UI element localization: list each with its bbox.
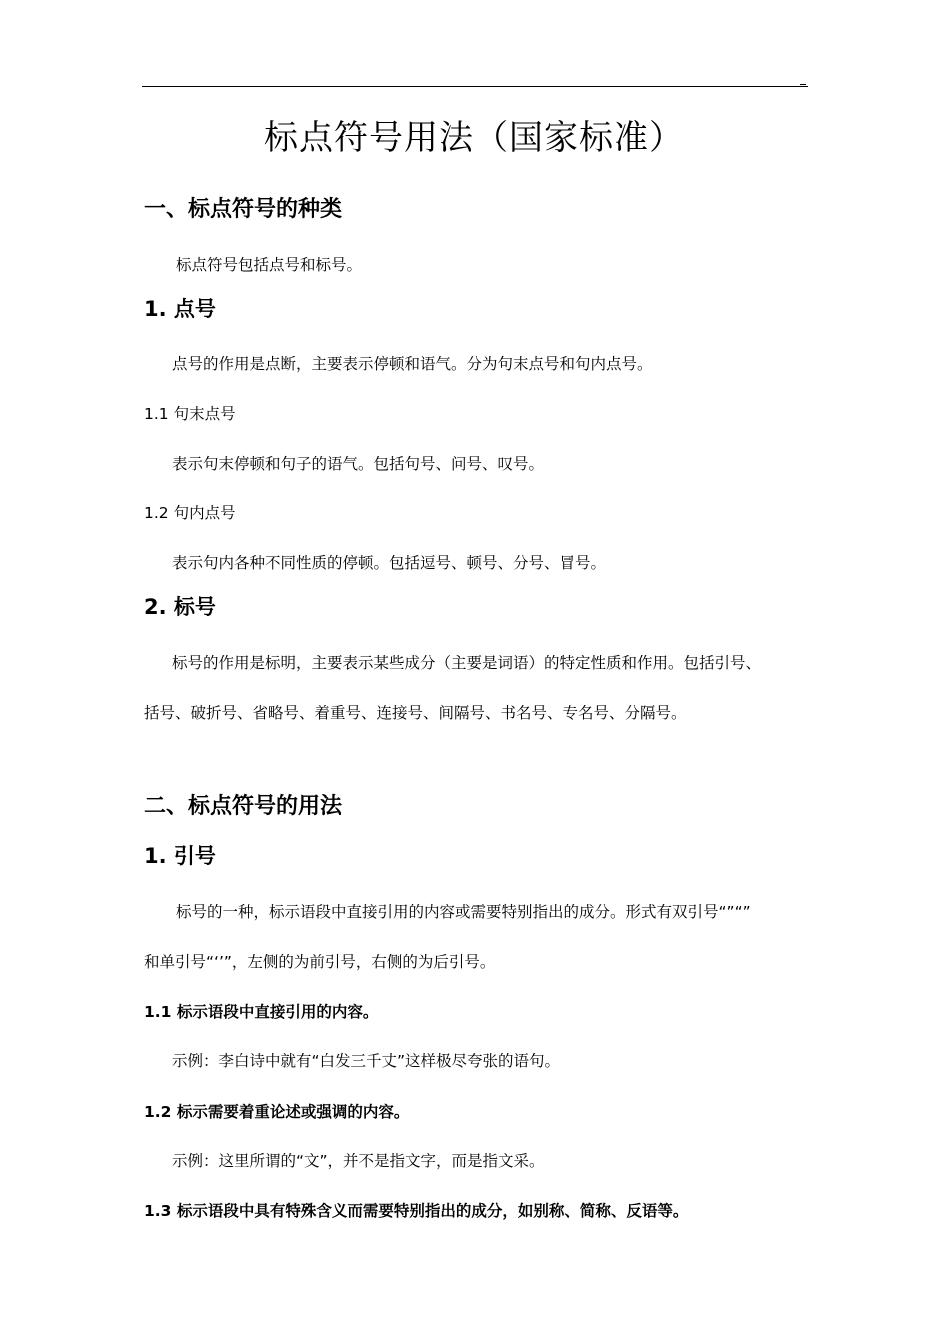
example-text: 示例：李白诗中就有“白发三千丈”这样极尽夸张的语句。 bbox=[172, 1052, 561, 1070]
item-heading: 1.1 标示语段中直接引用的内容。 bbox=[144, 1003, 379, 1021]
header-rule bbox=[142, 86, 808, 87]
section-heading-types: 一、标点符号的种类 bbox=[144, 197, 343, 222]
paragraph-line: 和单引号“‘’”，左侧的为前引号，右侧的为后引号。 bbox=[144, 953, 496, 971]
section-intro: 标点符号包括点号和标号。 bbox=[176, 256, 363, 274]
paragraph: 表示句内各种不同性质的停顿。包括逗号、顿号、分号、冒号。 bbox=[172, 554, 607, 572]
paragraph-line: 标号的作用是标明，主要表示某些成分（主要是词语）的特定性质和作用。包括引号、 bbox=[172, 654, 762, 672]
paragraph: 表示句末停顿和句子的语气。包括句号、问号、叹号。 bbox=[172, 455, 545, 473]
subsection-heading-quotation-marks: 1. 引号 bbox=[144, 844, 216, 868]
example-text: 示例：这里所谓的“文”，并不是指文字，而是指文采。 bbox=[172, 1152, 545, 1170]
subsection-heading-marking-marks: 2. 标号 bbox=[144, 595, 216, 619]
subsection-heading-pause-marks: 1. 点号 bbox=[144, 297, 216, 321]
section-heading-usage: 二、标点符号的用法 bbox=[144, 794, 343, 819]
paragraph-line: 标号的一种，标示语段中直接引用的内容或需要特别指出的成分。形式有双引号“”“” bbox=[176, 903, 751, 921]
item-heading: 1.3 标示语段中具有特殊含义而需要特别指出的成分，如别称、简称、反语等。 bbox=[144, 1202, 689, 1220]
item-heading: 1.1 句末点号 bbox=[144, 405, 236, 423]
item-heading: 1.2 标示需要着重论述或强调的内容。 bbox=[144, 1103, 410, 1121]
item-heading: 1.2 句内点号 bbox=[144, 504, 236, 522]
paragraph: 点号的作用是点断，主要表示停顿和语气。分为句末点号和句内点号。 bbox=[172, 355, 653, 373]
page-title: 标点符号用法（国家标准） bbox=[264, 118, 684, 158]
header-mark bbox=[800, 84, 806, 85]
paragraph-line: 括号、破折号、省略号、着重号、连接号、间隔号、书名号、专名号、分隔号。 bbox=[144, 704, 687, 722]
